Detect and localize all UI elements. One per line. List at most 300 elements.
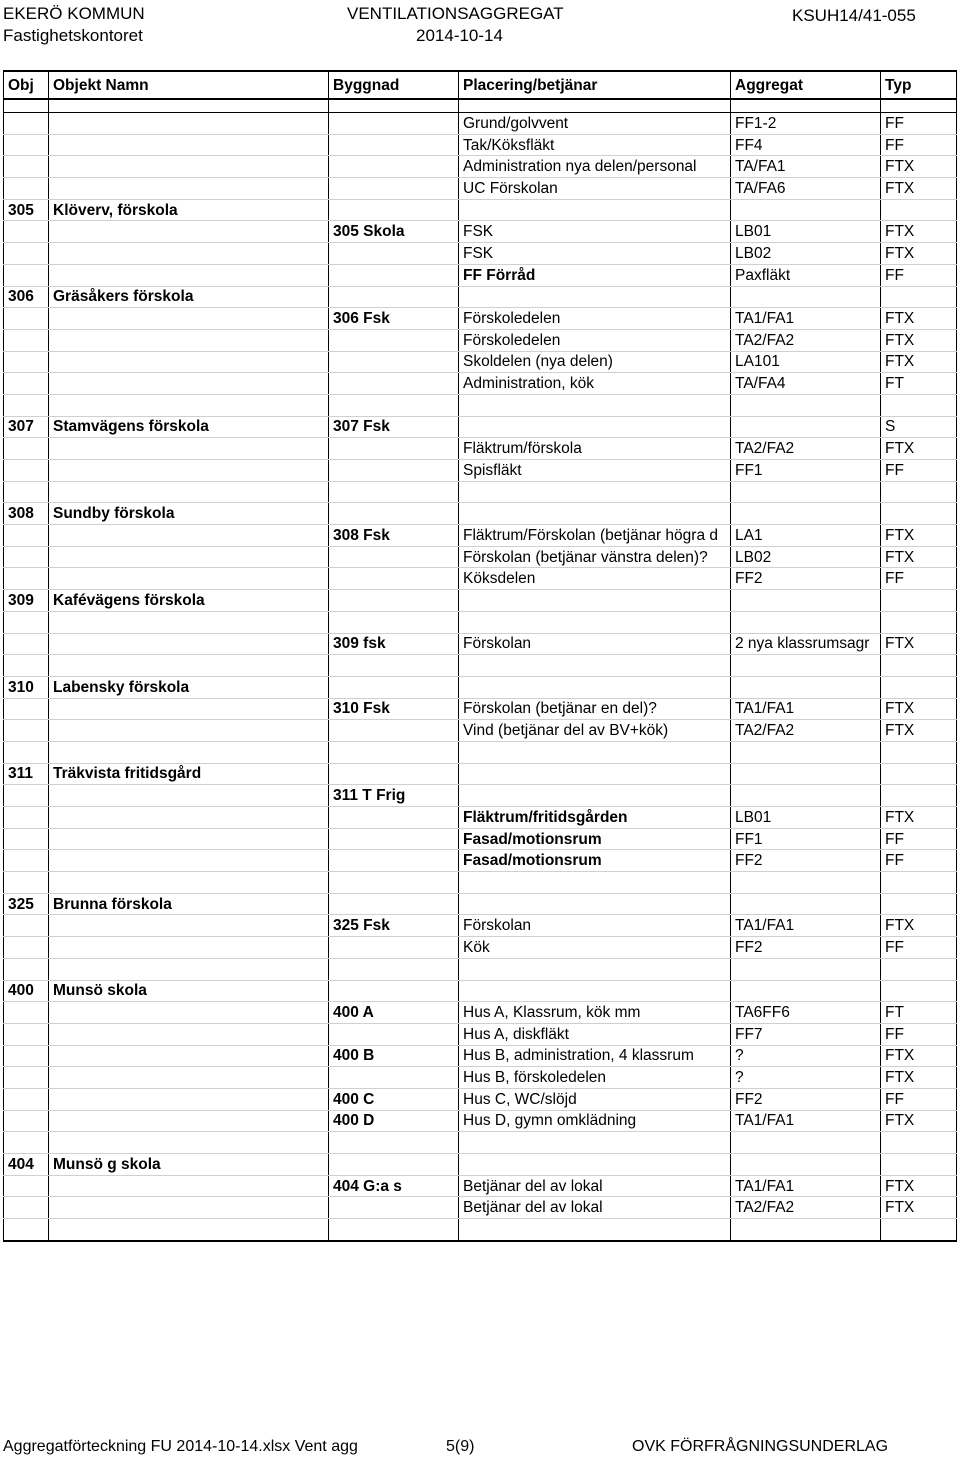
- row-placement-cell: Betjänar del av lokal: [459, 1197, 731, 1219]
- row-obj-cell: [4, 438, 49, 460]
- row-building-cell: [329, 134, 459, 156]
- row-placement-cell: Administration nya delen/personal: [459, 156, 731, 178]
- row-unit-cell: FF2: [731, 937, 881, 959]
- row-obj-cell: [4, 1023, 49, 1045]
- row-type-cell: FF: [881, 134, 957, 156]
- row-obj-cell: [4, 308, 49, 330]
- row-object-name-cell: Träkvista fritidsgård: [49, 763, 329, 785]
- row-placement-cell: Hus A, Klassrum, kök mm: [459, 1002, 731, 1024]
- row-obj-cell: [4, 1045, 49, 1067]
- row-obj-cell: [4, 720, 49, 742]
- row-unit-cell: LA101: [731, 351, 881, 373]
- row-type-cell: [881, 394, 957, 416]
- column-header-placement: Placering/betjänar: [459, 71, 731, 99]
- row-building-cell: [329, 655, 459, 677]
- row-object-name-cell: [49, 134, 329, 156]
- footer-page-number: 5(9): [446, 1438, 475, 1455]
- table-row: [4, 351, 957, 373]
- table-row: [4, 134, 957, 156]
- row-unit-cell: FF1-2: [731, 113, 881, 135]
- table-row: [4, 698, 957, 720]
- row-placement-cell: Administration, kök: [459, 373, 731, 395]
- row-obj-cell: [4, 872, 49, 894]
- row-placement-cell: Fläktrum/förskola: [459, 438, 731, 460]
- row-type-cell: FF: [881, 113, 957, 135]
- row-placement-cell: [459, 1219, 731, 1241]
- row-placement-cell: Fasad/motionsrum: [459, 828, 731, 850]
- row-unit-cell: TA6FF6: [731, 1002, 881, 1024]
- row-unit-cell: [731, 980, 881, 1002]
- row-unit-cell: FF2: [731, 568, 881, 590]
- row-building-cell: [329, 503, 459, 525]
- table-row: [4, 525, 957, 547]
- row-obj-cell: 306: [4, 286, 49, 308]
- row-building-cell: [329, 264, 459, 286]
- footer-filename: Aggregatförteckning FU 2014-10-14.xlsx Vent agg: [3, 1438, 358, 1455]
- table-row: [4, 611, 957, 633]
- row-unit-cell: [731, 763, 881, 785]
- row-building-cell: 404 G:a s: [329, 1175, 459, 1197]
- row-unit-cell: TA2/FA2: [731, 438, 881, 460]
- row-obj-cell: 325: [4, 893, 49, 915]
- row-type-cell: [881, 1219, 957, 1241]
- row-obj-cell: [4, 1067, 49, 1089]
- row-obj-cell: [4, 828, 49, 850]
- document-date: 2014-10-14: [416, 26, 503, 45]
- row-unit-cell: TA1/FA1: [731, 915, 881, 937]
- row-unit-cell: TA/FA1: [731, 156, 881, 178]
- row-object-name-cell: [49, 243, 329, 265]
- row-unit-cell: [731, 1219, 881, 1241]
- table-row: [4, 872, 957, 894]
- row-object-name-cell: [49, 1132, 329, 1154]
- row-object-name-cell: [49, 720, 329, 742]
- row-object-name-cell: [49, 178, 329, 200]
- row-obj-cell: 309: [4, 590, 49, 612]
- row-obj-cell: [4, 785, 49, 807]
- row-obj-cell: 310: [4, 676, 49, 698]
- row-obj-cell: [4, 1132, 49, 1154]
- table-row: [4, 1219, 957, 1241]
- table-row: [4, 1110, 957, 1132]
- row-type-cell: [881, 1154, 957, 1176]
- table-row: [4, 958, 957, 980]
- row-unit-cell: [731, 655, 881, 677]
- row-placement-cell: Vind (betjänar del av BV+kök): [459, 720, 731, 742]
- row-type-cell: FTX: [881, 221, 957, 243]
- row-unit-cell: [731, 503, 881, 525]
- row-object-name-cell: Munsö skola: [49, 980, 329, 1002]
- table-row: [4, 915, 957, 937]
- row-placement-cell: [459, 676, 731, 698]
- table-row: [4, 373, 957, 395]
- row-obj-cell: [4, 741, 49, 763]
- row-object-name-cell: [49, 850, 329, 872]
- table-row: [4, 655, 957, 677]
- row-object-name-cell: [49, 568, 329, 590]
- table-row: [4, 937, 957, 959]
- row-placement-cell: Köksdelen: [459, 568, 731, 590]
- table-row: [4, 741, 957, 763]
- row-building-cell: [329, 438, 459, 460]
- table-row: [4, 568, 957, 590]
- department-name: Fastighetskontoret: [3, 26, 143, 45]
- row-obj-cell: [4, 134, 49, 156]
- row-obj-cell: [4, 460, 49, 482]
- table-row: [4, 980, 957, 1002]
- row-object-name-cell: [49, 698, 329, 720]
- row-placement-cell: [459, 394, 731, 416]
- row-type-cell: FTX: [881, 1110, 957, 1132]
- row-unit-cell: [731, 741, 881, 763]
- row-building-cell: [329, 178, 459, 200]
- row-unit-cell: [731, 481, 881, 503]
- row-building-cell: [329, 590, 459, 612]
- row-building-cell: 308 Fsk: [329, 525, 459, 547]
- column-header-obj: Obj: [4, 71, 49, 99]
- row-obj-cell: [4, 329, 49, 351]
- row-placement-cell: [459, 763, 731, 785]
- row-object-name-cell: Stamvägens förskola: [49, 416, 329, 438]
- row-building-cell: [329, 568, 459, 590]
- row-object-name-cell: Brunna förskola: [49, 893, 329, 915]
- row-object-name-cell: [49, 937, 329, 959]
- row-obj-cell: [4, 958, 49, 980]
- table-row: [4, 1197, 957, 1219]
- row-unit-cell: TA1/FA1: [731, 308, 881, 330]
- row-building-cell: [329, 676, 459, 698]
- column-header-unit: Aggregat: [731, 71, 881, 99]
- row-object-name-cell: [49, 438, 329, 460]
- row-unit-cell: TA2/FA2: [731, 329, 881, 351]
- row-placement-cell: [459, 590, 731, 612]
- row-object-name-cell: [49, 546, 329, 568]
- row-building-cell: [329, 351, 459, 373]
- row-unit-cell: ?: [731, 1067, 881, 1089]
- row-obj-cell: [4, 1110, 49, 1132]
- row-obj-cell: [4, 915, 49, 937]
- row-obj-cell: 400: [4, 980, 49, 1002]
- row-placement-cell: [459, 286, 731, 308]
- row-unit-cell: TA1/FA1: [731, 1175, 881, 1197]
- row-obj-cell: [4, 1197, 49, 1219]
- row-placement-cell: [459, 611, 731, 633]
- row-type-cell: FTX: [881, 807, 957, 829]
- row-unit-cell: Paxfläkt: [731, 264, 881, 286]
- row-unit-cell: [731, 1154, 881, 1176]
- row-building-cell: [329, 1132, 459, 1154]
- table-row: [4, 893, 957, 915]
- column-header-type: Typ: [881, 71, 957, 99]
- row-type-cell: FF: [881, 568, 957, 590]
- row-building-cell: [329, 958, 459, 980]
- row-building-cell: 400 A: [329, 1002, 459, 1024]
- row-type-cell: FF: [881, 937, 957, 959]
- row-building-cell: [329, 113, 459, 135]
- row-building-cell: 307 Fsk: [329, 416, 459, 438]
- row-obj-cell: [4, 655, 49, 677]
- row-placement-cell: Fläktrum/Förskolan (betjänar högra d: [459, 525, 731, 547]
- row-unit-cell: [731, 590, 881, 612]
- row-building-cell: 325 Fsk: [329, 915, 459, 937]
- table-row: [4, 113, 957, 135]
- row-placement-cell: Fasad/motionsrum: [459, 850, 731, 872]
- row-placement-cell: Förskoledelen: [459, 329, 731, 351]
- row-obj-cell: [4, 178, 49, 200]
- row-type-cell: FTX: [881, 1067, 957, 1089]
- table-row: [4, 286, 957, 308]
- row-obj-cell: [4, 850, 49, 872]
- row-type-cell: FTX: [881, 351, 957, 373]
- row-object-name-cell: [49, 308, 329, 330]
- row-object-name-cell: [49, 481, 329, 503]
- row-obj-cell: [4, 546, 49, 568]
- row-unit-cell: FF2: [731, 850, 881, 872]
- document-code: KSUH14/41-055: [792, 6, 916, 25]
- row-building-cell: [329, 741, 459, 763]
- row-unit-cell: [731, 611, 881, 633]
- row-type-cell: FF: [881, 264, 957, 286]
- row-placement-cell: Förskolan: [459, 915, 731, 937]
- row-type-cell: FF: [881, 1023, 957, 1045]
- row-placement-cell: Spisfläkt: [459, 460, 731, 482]
- row-building-cell: 306 Fsk: [329, 308, 459, 330]
- row-object-name-cell: Sundby förskola: [49, 503, 329, 525]
- row-unit-cell: [731, 286, 881, 308]
- row-building-cell: 400 C: [329, 1088, 459, 1110]
- row-unit-cell: FF1: [731, 460, 881, 482]
- table-row: [4, 1023, 957, 1045]
- row-unit-cell: TA2/FA2: [731, 720, 881, 742]
- table-row: [4, 1132, 957, 1154]
- row-building-cell: 400 D: [329, 1110, 459, 1132]
- table-row: [4, 1154, 957, 1176]
- table-row: [4, 199, 957, 221]
- row-placement-cell: [459, 1132, 731, 1154]
- row-object-name-cell: [49, 373, 329, 395]
- row-building-cell: [329, 828, 459, 850]
- row-type-cell: FTX: [881, 438, 957, 460]
- row-unit-cell: FF2: [731, 1088, 881, 1110]
- table-row: [4, 590, 957, 612]
- row-obj-cell: [4, 113, 49, 135]
- row-building-cell: [329, 156, 459, 178]
- row-type-cell: FTX: [881, 178, 957, 200]
- row-placement-cell: Betjänar del av lokal: [459, 1175, 731, 1197]
- table-row: [4, 720, 957, 742]
- row-type-cell: FTX: [881, 243, 957, 265]
- row-object-name-cell: [49, 1219, 329, 1241]
- row-type-cell: [881, 1132, 957, 1154]
- row-placement-cell: [459, 416, 731, 438]
- row-type-cell: [881, 655, 957, 677]
- row-type-cell: FF: [881, 1088, 957, 1110]
- table-row: [4, 308, 957, 330]
- row-type-cell: FTX: [881, 546, 957, 568]
- row-object-name-cell: [49, 611, 329, 633]
- row-object-name-cell: Klöverv, förskola: [49, 199, 329, 221]
- row-building-cell: [329, 763, 459, 785]
- table-row: [4, 460, 957, 482]
- row-type-cell: [881, 481, 957, 503]
- row-unit-cell: LB02: [731, 546, 881, 568]
- table-row: [4, 221, 957, 243]
- row-type-cell: FTX: [881, 915, 957, 937]
- row-unit-cell: FF4: [731, 134, 881, 156]
- table-row: [4, 156, 957, 178]
- table-row: [4, 481, 957, 503]
- row-placement-cell: Grund/golvvent: [459, 113, 731, 135]
- row-unit-cell: TA/FA4: [731, 373, 881, 395]
- row-unit-cell: ?: [731, 1045, 881, 1067]
- row-placement-cell: Hus D, gymn omklädning: [459, 1110, 731, 1132]
- row-building-cell: 305 Skola: [329, 221, 459, 243]
- row-unit-cell: [731, 785, 881, 807]
- table-row: [4, 503, 957, 525]
- row-building-cell: [329, 872, 459, 894]
- row-type-cell: FTX: [881, 308, 957, 330]
- row-unit-cell: LB01: [731, 807, 881, 829]
- row-placement-cell: [459, 655, 731, 677]
- row-building-cell: [329, 1219, 459, 1241]
- row-object-name-cell: [49, 113, 329, 135]
- table-row: [4, 416, 957, 438]
- row-obj-cell: [4, 633, 49, 655]
- row-obj-cell: [4, 394, 49, 416]
- table-row: [4, 1067, 957, 1089]
- table-row: [4, 676, 957, 698]
- row-type-cell: FTX: [881, 1045, 957, 1067]
- row-type-cell: FTX: [881, 1197, 957, 1219]
- row-type-cell: FTX: [881, 329, 957, 351]
- row-obj-cell: [4, 221, 49, 243]
- row-placement-cell: [459, 872, 731, 894]
- row-placement-cell: Fläktrum/fritidsgården: [459, 807, 731, 829]
- table-row: [4, 438, 957, 460]
- row-type-cell: [881, 980, 957, 1002]
- row-obj-cell: [4, 807, 49, 829]
- row-type-cell: FF: [881, 850, 957, 872]
- row-building-cell: [329, 546, 459, 568]
- row-building-cell: [329, 481, 459, 503]
- row-building-cell: 400 B: [329, 1045, 459, 1067]
- table-row: [4, 264, 957, 286]
- row-placement-cell: Förskolan (betjänar vänstra delen)?: [459, 546, 731, 568]
- row-object-name-cell: Gräsåkers förskola: [49, 286, 329, 308]
- row-obj-cell: [4, 698, 49, 720]
- row-unit-cell: TA1/FA1: [731, 698, 881, 720]
- row-object-name-cell: [49, 1175, 329, 1197]
- row-obj-cell: [4, 156, 49, 178]
- row-building-cell: [329, 807, 459, 829]
- row-object-name-cell: [49, 958, 329, 980]
- row-placement-cell: UC Förskolan: [459, 178, 731, 200]
- row-placement-cell: Förskoledelen: [459, 308, 731, 330]
- row-placement-cell: [459, 980, 731, 1002]
- row-object-name-cell: [49, 655, 329, 677]
- row-building-cell: 309 fsk: [329, 633, 459, 655]
- row-placement-cell: [459, 741, 731, 763]
- row-type-cell: FT: [881, 1002, 957, 1024]
- row-placement-cell: [459, 958, 731, 980]
- row-type-cell: [881, 763, 957, 785]
- row-object-name-cell: [49, 828, 329, 850]
- row-object-name-cell: [49, 351, 329, 373]
- row-placement-cell: [459, 481, 731, 503]
- row-object-name-cell: Labensky förskola: [49, 676, 329, 698]
- row-building-cell: 311 T Frig: [329, 785, 459, 807]
- row-object-name-cell: [49, 1002, 329, 1024]
- row-placement-cell: Hus B, administration, 4 klassrum: [459, 1045, 731, 1067]
- row-type-cell: [881, 503, 957, 525]
- row-unit-cell: FF1: [731, 828, 881, 850]
- row-type-cell: [881, 590, 957, 612]
- org-name: EKERÖ KOMMUN: [3, 4, 145, 23]
- row-building-cell: [329, 199, 459, 221]
- row-obj-cell: [4, 264, 49, 286]
- row-unit-cell: LB01: [731, 221, 881, 243]
- table-row: [4, 394, 957, 416]
- row-unit-cell: [731, 1132, 881, 1154]
- table-row: [4, 828, 957, 850]
- row-object-name-cell: [49, 221, 329, 243]
- table-row: [4, 1002, 957, 1024]
- row-obj-cell: 305: [4, 199, 49, 221]
- row-type-cell: FF: [881, 828, 957, 850]
- row-unit-cell: [731, 872, 881, 894]
- row-type-cell: [881, 958, 957, 980]
- row-building-cell: [329, 720, 459, 742]
- row-object-name-cell: [49, 915, 329, 937]
- row-object-name-cell: Munsö g skola: [49, 1154, 329, 1176]
- table-row: [4, 1088, 957, 1110]
- row-object-name-cell: [49, 1045, 329, 1067]
- row-type-cell: FTX: [881, 633, 957, 655]
- row-object-name-cell: [49, 1197, 329, 1219]
- row-building-cell: [329, 243, 459, 265]
- table-row: [4, 763, 957, 785]
- table-row: [4, 1175, 957, 1197]
- row-type-cell: FTX: [881, 720, 957, 742]
- row-type-cell: [881, 872, 957, 894]
- document-title: VENTILATIONSAGGREGAT: [347, 4, 564, 23]
- row-type-cell: [881, 676, 957, 698]
- row-object-name-cell: [49, 1067, 329, 1089]
- row-unit-cell: [731, 958, 881, 980]
- row-building-cell: 310 Fsk: [329, 698, 459, 720]
- row-type-cell: S: [881, 416, 957, 438]
- table-row: [4, 850, 957, 872]
- ventilation-unit-table: [3, 70, 957, 1242]
- table-row: [4, 785, 957, 807]
- row-placement-cell: Tak/Köksfläkt: [459, 134, 731, 156]
- row-unit-cell: [731, 893, 881, 915]
- row-placement-cell: FF Förråd: [459, 264, 731, 286]
- footer-label: OVK FÖRFRÅGNINGSUNDERLAG: [632, 1438, 889, 1455]
- row-placement-cell: FSK: [459, 221, 731, 243]
- row-obj-cell: [4, 1175, 49, 1197]
- row-object-name-cell: [49, 1023, 329, 1045]
- row-unit-cell: [731, 416, 881, 438]
- row-placement-cell: Förskolan (betjänar en del)?: [459, 698, 731, 720]
- row-type-cell: FF: [881, 460, 957, 482]
- row-unit-cell: LB02: [731, 243, 881, 265]
- row-placement-cell: FSK: [459, 243, 731, 265]
- row-building-cell: [329, 611, 459, 633]
- row-building-cell: [329, 850, 459, 872]
- row-type-cell: FT: [881, 373, 957, 395]
- row-obj-cell: [4, 568, 49, 590]
